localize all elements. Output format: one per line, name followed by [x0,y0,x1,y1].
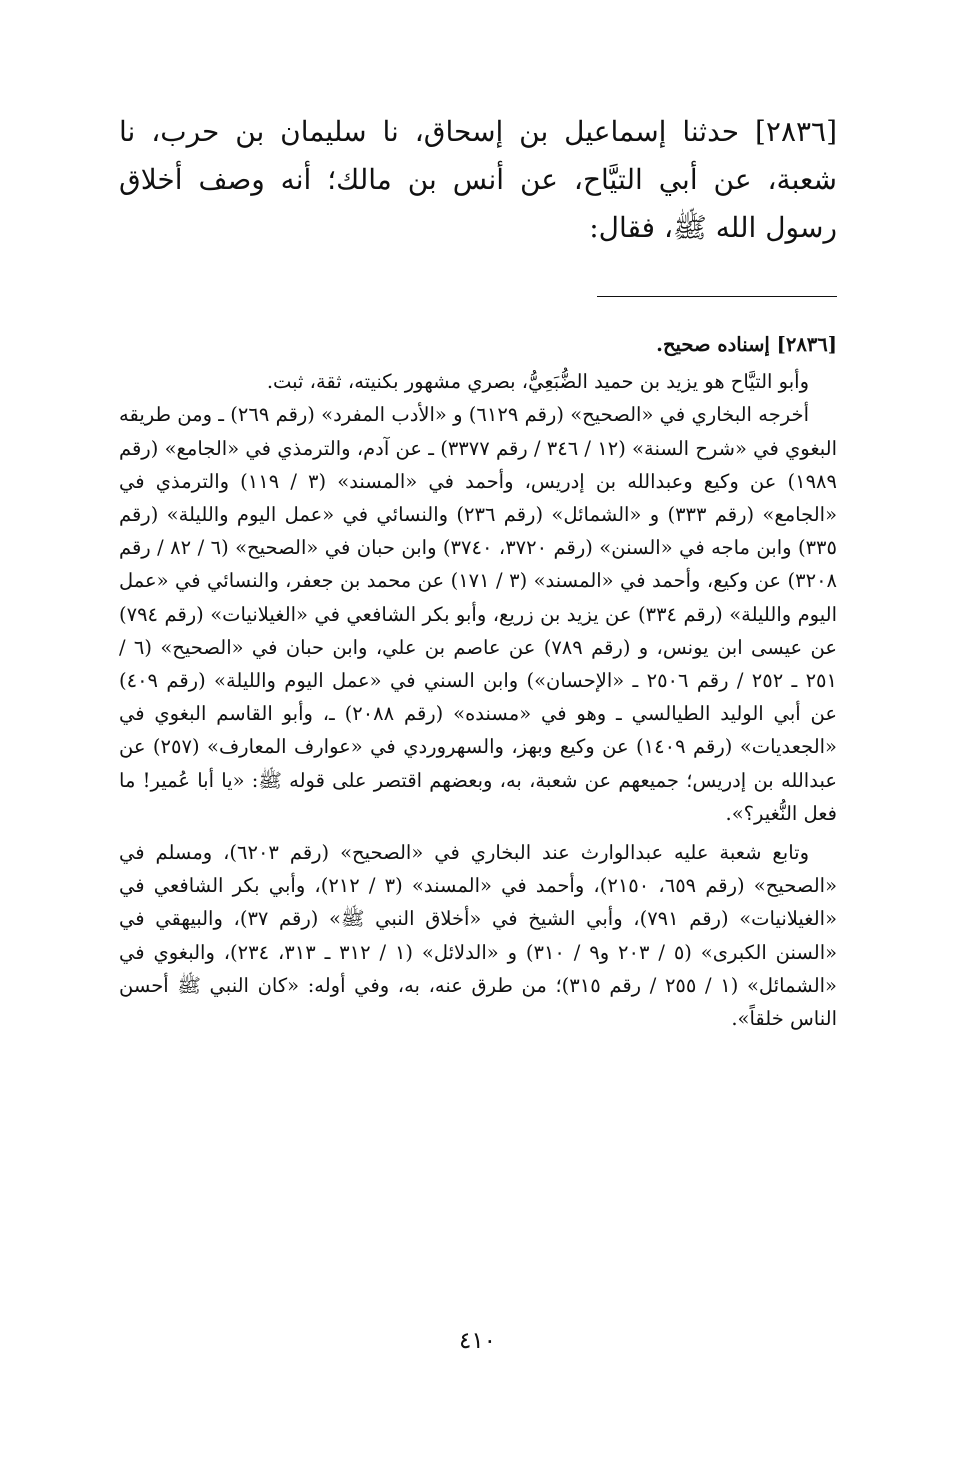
footnote-paragraph-mutabaah: وتابع شعبة عليه عبدالوارث عند البخاري في «الصحيح» (رقم ٦٢٠٣)، ومسلم في «الصحيح» (رقم ٦٥٩، ٢١٥٠)، وأحمد في «المسند» (٣ / ٢١٢)، وأبي بكر الشافعي في «الغيلانيات» (رقم ٧٩١)، وأبي الشيخ في «أخلاق النبي ﷺ» (رقم ٣٧)، والبيهقي في «السنن الكبرى» (٥ / ٢٠٣ و٩ / ٣١٠) و «الدلائل» (١ / ٣١٢ ـ ٣١٣، ٢٣٤)، والبغوي في «الشمائل» (١ / ٢٥٥ / رقم ٣١٥)؛ من طرق عنه، به، وفي أوله: «كان النبي ﷺ أحسن الناس خلقاً». [119,841,838,1031]
footnote-block [119,328,837,1035]
footnote-paragraph-takhrij: أخرجه البخاري في «الصحيح» (رقم ٦١٢٩) و «الأدب المفرد» (رقم ٢٦٩) ـ ومن طريقه البغوي في «شرح السنة» (١٢ / ٣٤٦ / رقم ٣٣٧٧) ـ عن آدم، والترمذي في «الجامع» (رقم ١٩٨٩) عن وكيع وعبدالله بن إدريس، وأحمد في «المسند» (٣ / ١١٩) والترمذي في «الجامع» (رقم ٣٣٣) و «الشمائل» (رقم ٢٣٦) والنسائي في «عمل اليوم والليلة» (رقم ٣٣٥) وابن ماجه في «السنن» (رقم ٣٧٢٠، ٣٧٤٠) وابن حبان في «الصحيح» (٦ / ٨٢ / رقم ٣٢٠٨) عن وكيع، وأحمد في «المسند» (٣ / ١٧١) عن محمد بن جعفر، والنسائي في «عمل اليوم والليلة» (رقم ٣٣٤) عن يزيد بن زريع، وأبو بكر الشافعي في «الغيلانيات» (رقم ٧٩٤) عن عيسى ابن يونس، و (رقم ٧٨٩) عن عاصم بن علي، وابن حبان في «الصحيح» (٦ / ٢٥١ ـ ٢٥٢ / رقم ٢٥٠٦ ـ «الإحسان») وابن السني في «عمل اليوم والليلة» (رقم ٤٠٩) عن أبي الوليد الطيالسي ـ وهو في «مسنده» (رقم ٢٠٨٨) ـ، وأبو القاسم البغوي في «الجعديات» (رقم ١٤٠٩) عن وكيع وبهز، والسهروردي في «عوارف المعارف» (٢٥٧) عن عبدالله بن إدريس؛ جميعهم عن شعبة، به، وبعضهم اقتصر على قوله ﷺ: «يا أبا عُمير! ما فعل النُّغير؟». [119,403,838,825]
footnote-heading: [٢٨٣٦] إسناده صحيح. [656,333,837,356]
footnote-paragraph-narrator: وأبو التيَّاح هو يزيد بن حميد الضُّبَعِيُّ، بصري مشهور بكنيته، ثقة، ثبت. [266,370,809,394]
footnote-separator [597,296,837,297]
page-number: ٤١٠ [458,1328,497,1354]
hadith-text-block [119,108,837,252]
hadith-text: [٢٨٣٦] حدثنا إسماعيل بن إسحاق، نا سليمان بن حرب، نا شعبة، عن أبي التيَّاح، عن أنس بن مالك؛ أنه وصف أخلاق رسول الله ﷺ، فقال: [119,115,837,244]
